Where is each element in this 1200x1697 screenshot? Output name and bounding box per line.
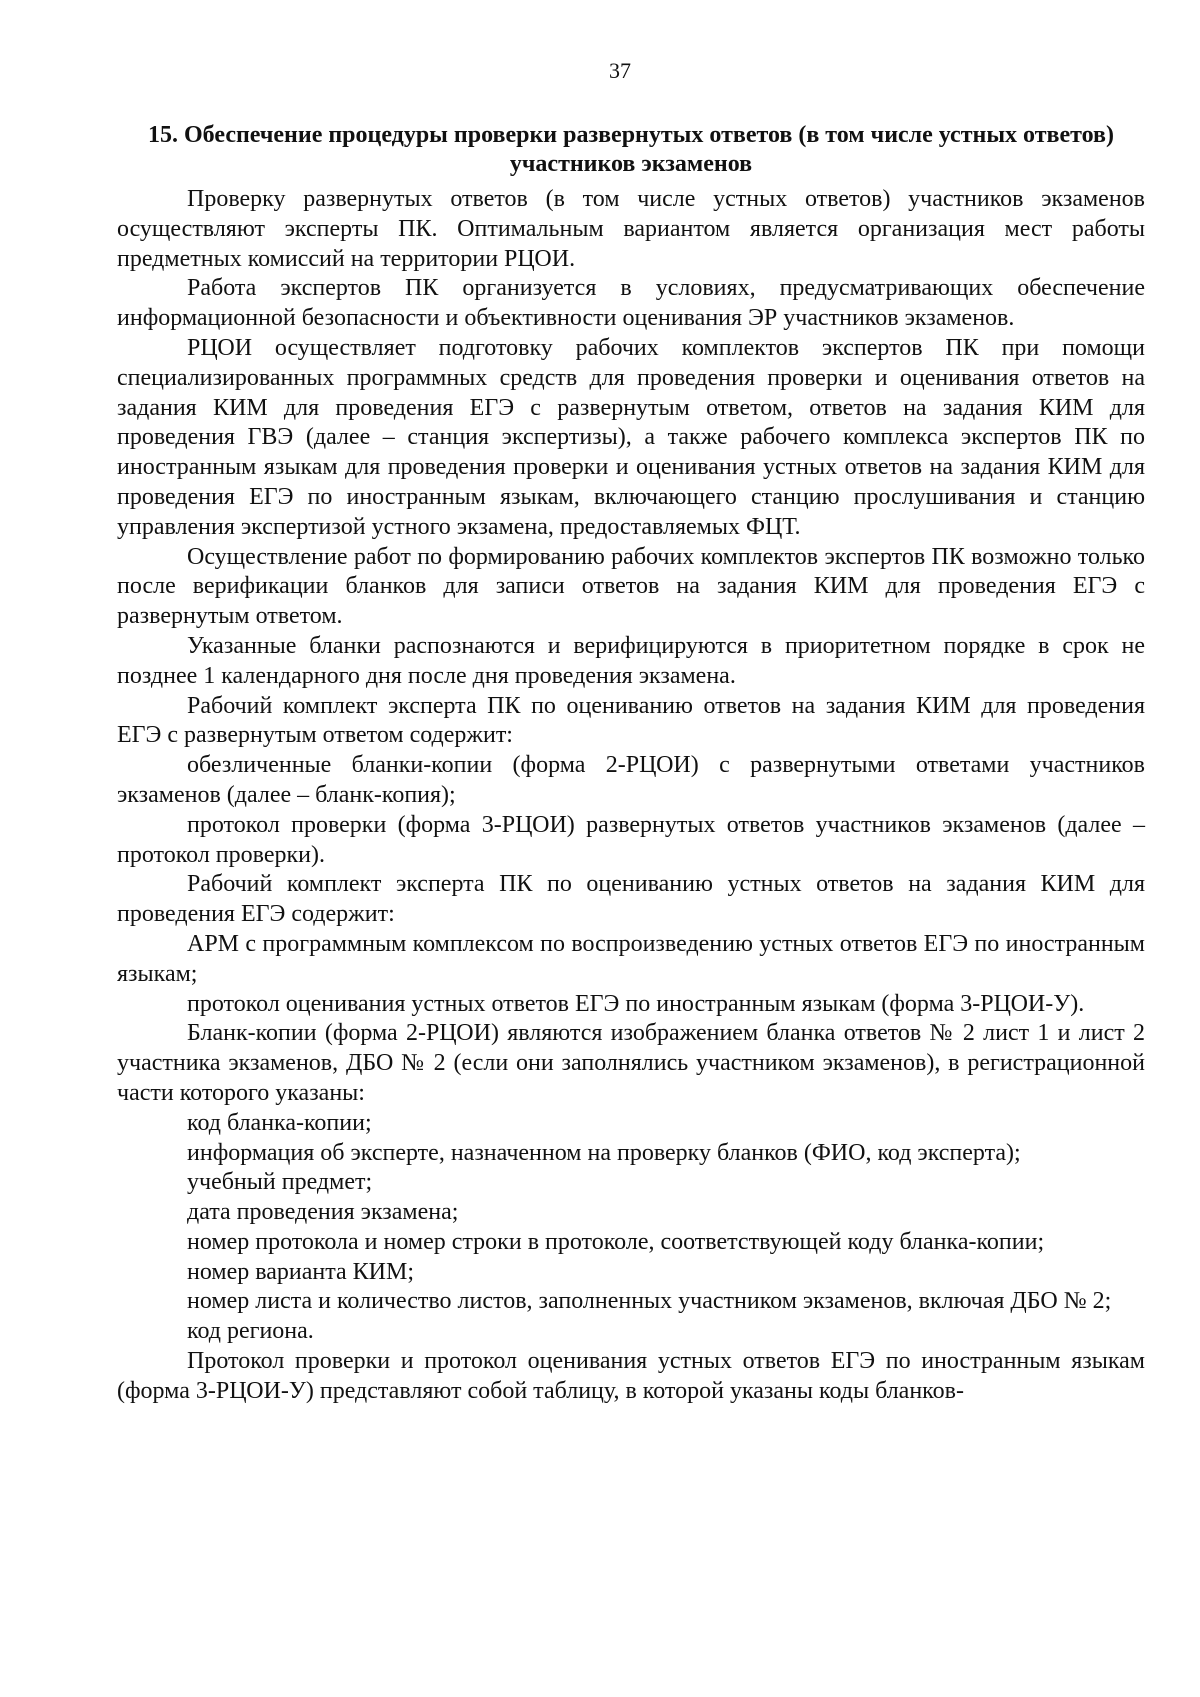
paragraph: Рабочий комплект эксперта ПК по оцениванию устных ответов на задания КИМ для проведения ЕГЭ содержит: xyxy=(117,871,1145,928)
list-item: учебный предмет; xyxy=(187,1169,373,1196)
page-content xyxy=(117,121,1145,1407)
list-item: номер листа и количество листов, заполненных участником экзаменов, включая ДБО № 2; xyxy=(187,1288,1112,1315)
list-item: дата проведения экзамена; xyxy=(187,1199,459,1226)
paragraph: Рабочий комплект эксперта ПК по оцениванию ответов на задания КИМ для проведения ЕГЭ с развернутым ответом содержит: xyxy=(117,692,1145,749)
paragraph: АРМ с программным комплексом по воспроизведению устных ответов ЕГЭ по иностранным языкам; xyxy=(117,930,1145,987)
paragraph: Проверку развернутых ответов (в том числе устных ответов) участников экзаменов осуществляют эксперты ПК. Оптимальным вариантом является организация мест работы предметных комиссий на территории РЦОИ. xyxy=(117,186,1145,272)
paragraph: Осуществление работ по формированию рабочих комплектов экспертов ПК возможно только после верификации бланков для записи ответов на задания КИМ для проведения ЕГЭ с развернутым ответом. xyxy=(117,543,1145,630)
list-item: информация об эксперте, назначенном на проверку бланков (ФИО, код эксперта); xyxy=(187,1139,1021,1166)
list-item: номер протокола и номер строки в протоколе, соответствующей коду бланка-копии; xyxy=(187,1228,1045,1255)
paragraph: Протокол проверки и протокол оценивания устных ответов ЕГЭ по иностранным языкам (форма 3-РЦОИ-У) представляют собой таблицу, в которой указаны коды бланков- xyxy=(117,1348,1145,1404)
paragraph: протокол проверки (форма 3-РЦОИ) развернутых ответов участников экзаменов (далее – протокол проверки). xyxy=(117,811,1145,868)
list-item: номер варианта КИМ; xyxy=(187,1258,415,1285)
page-number: 37 xyxy=(609,58,631,83)
list-item: код региона. xyxy=(187,1318,314,1345)
paragraph: Бланк-копии (форма 2-РЦОИ) являются изображением бланка ответов № 2 лист 1 и лист 2 участника экзаменов, ДБО № 2 (если они заполнялись участником экзаменов), в регистрационной части которого указаны: xyxy=(117,1020,1145,1106)
section-heading: 15. Обеспечение процедуры проверки развернутых ответов (в том числе устных ответов) участников экзаменов xyxy=(148,122,1114,177)
paragraph: Указанные бланки распознаются и верифицируются в приоритетном порядке в срок не позднее 1 календарного дня после дня проведения экзамена. xyxy=(117,632,1145,689)
list-item: код бланка-копии; xyxy=(187,1109,372,1136)
paragraph: РЦОИ осуществляет подготовку рабочих комплектов экспертов ПК при помощи специализированных программных средств для проведения проверки и оценивания ответов на задания КИМ для проведения ЕГЭ с развернутым ответом, ответов на задания КИМ для проведения ГВЭ (далее – станция экспертизы), а также рабочего комплекса экспертов ПК по иностранным языкам для проведения проверки и оценивания устных ответов на задания КИМ для проведения ЕГЭ по иностранным языкам, включающего станцию прослушивания и станцию управления экспертизой устного экзамена, предоставляемых ФЦТ. xyxy=(117,334,1145,540)
paragraph: обезличенные бланки-копии (форма 2-РЦОИ) с развернутыми ответами участников экзаменов (далее – бланк-копия); xyxy=(117,752,1145,808)
paragraph: протокол оценивания устных ответов ЕГЭ по иностранным языкам (форма 3-РЦОИ-У). xyxy=(187,990,1085,1017)
paragraph: Работа экспертов ПК организуется в условиях, предусматривающих обеспечение информационной безопасности и объективности оценивания ЭР участников экзаменов. xyxy=(117,275,1145,332)
